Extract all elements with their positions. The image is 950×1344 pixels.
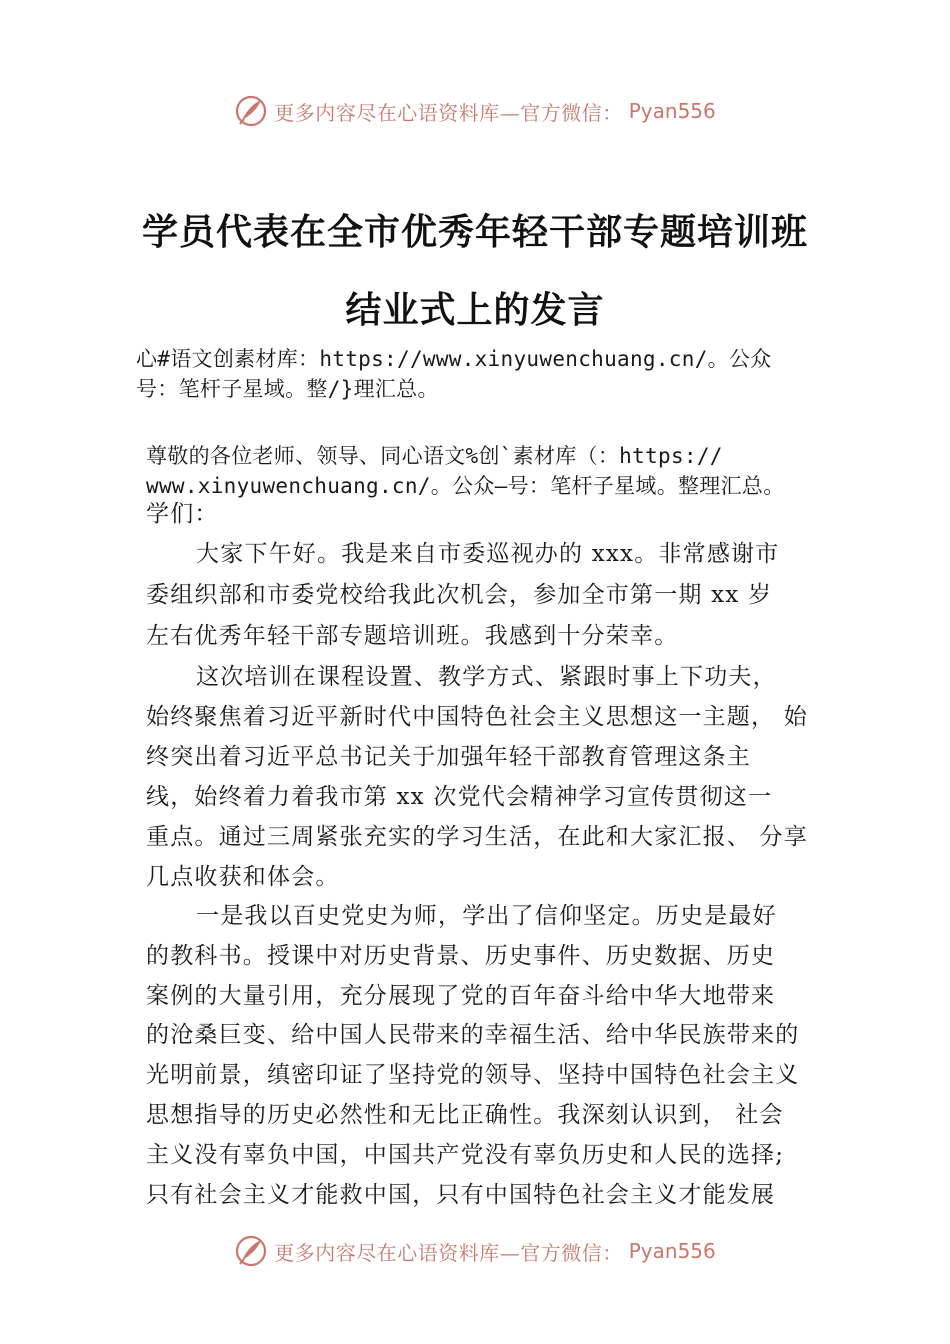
body-line: 一是我以百史党史为师，学出了信仰坚定。历史是最好 [196,903,777,929]
body-line: 大家下午好。我是来自市委巡视办的 xxx。非常感谢市 [196,541,780,567]
body-line: 始终聚焦着习近平新时代中国特色社会主义思想这一主题， 始 [146,704,808,730]
body-line: 左右优秀年轻干部专题培训班。我感到十分荣幸。 [146,623,679,649]
footer-watermark-banner [0,1234,950,1268]
body-line: 案例的大量引用，充分展现了党的百年奋斗给中华大地带来 [146,983,776,1009]
body-line: 的沧桑巨变、给中国人民带来的幸福生活、给中华民族带来的 [146,1022,800,1048]
body-line: 线，始终着力着我市第 xx 次党代会精神学习宣传贯彻这一 [146,784,773,810]
body-line: 这次培训在课程设置、教学方式、紧跟时事上下功夫， [196,664,777,690]
body-line: 只有社会主义才能救中国，只有中国特色社会主义才能发展 [146,1182,776,1208]
body-line: 委组织部和市委党校给我此次机会，参加全市第一期 xx 岁 [146,582,773,608]
wechat-id: Pyan556 [628,99,716,123]
wechat-id: Pyan556 [628,1239,716,1263]
source-note-line: 号：笔杆子星域。整/}理汇总。 [136,377,439,401]
body-line: 几点收获和体会。 [146,864,340,890]
watermark-text: 更多内容尽在心语资料库—官方微信： [274,100,623,125]
greeting-line: 尊敬的各位老师、领导、同心语文%创`素材库（：https:// [146,444,723,468]
greeting-line: 学们： [146,501,219,527]
source-note-line: 心#语文创素材库：https://www.xinyuwenchuang.cn/。公众 [136,347,772,371]
header-watermark-banner [0,94,950,128]
document-title-line-2: 结业式上的发言 [345,289,605,331]
body-line: 的教科书。授课中对历史背景、历史事件、历史数据、历史 [146,943,776,969]
body-line: 终突出着习近平总书记关于加强年轻干部教育管理这条主 [146,744,751,770]
document-title-line-1: 学员代表在全市优秀年轻干部专题培训班 [141,211,808,253]
quill-logo-icon [234,1234,268,1268]
body-line: 主义没有辜负中国，中国共产党没有辜负历史和人民的选择; [146,1142,785,1168]
body-line: 思想指导的历史必然性和无比正确性。我深刻认识到， 社会 [146,1102,784,1128]
body-line: 重点。通过三周紧张充实的学习生活，在此和大家汇报、 分享 [146,824,808,850]
quill-logo-icon [234,94,268,128]
watermark-text: 更多内容尽在心语资料库—官方微信： [274,1240,623,1265]
greeting-line: www.xinyuwenchuang.cn/。公众—号：笔杆子星域。整理汇总。 [146,474,785,498]
body-line: 光明前景，缜密印证了坚持党的领导、坚持中国特色社会主义 [146,1062,800,1088]
